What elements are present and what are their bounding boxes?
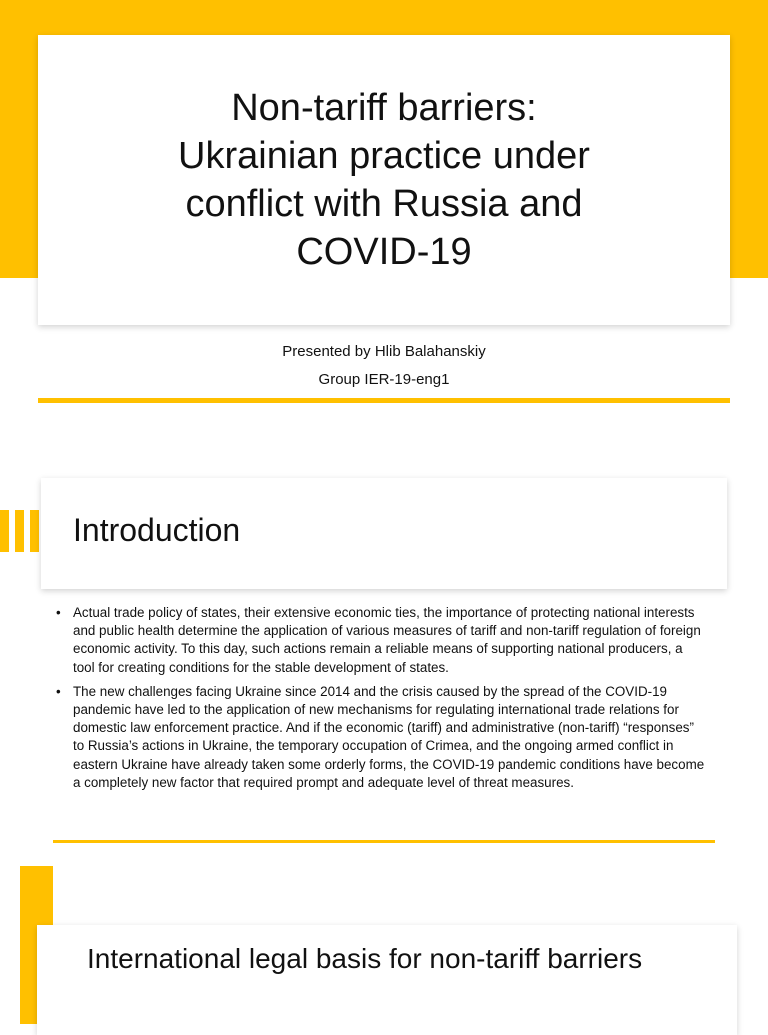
introduction-heading-card: [41, 478, 727, 589]
list-item: [56, 683, 706, 792]
group-line: Group IER-19-eng1: [318, 371, 450, 388]
title-card: [38, 35, 730, 325]
introduction-accent-bars: [0, 510, 42, 552]
section-heading: Introduction: [73, 512, 241, 548]
presenter-line: Presented by Hlib Balahanskiy: [282, 343, 486, 360]
legal-basis-heading-card: [37, 925, 737, 1035]
accent-bar: [30, 510, 39, 552]
slide-title: Non-tariff barriers: Ukrainian practice under conflict with Russia and COVID-19: [178, 87, 590, 273]
introduction-divider: [53, 840, 715, 843]
bullet-icon: •: [56, 683, 61, 699]
bullet-icon: •: [56, 605, 61, 620]
bullet-text: The new challenges facing Ukraine since 2014 and the crisis caused by the spread of the COVID-19 pandemic have led to the application of new mechanisms for regulating international trade relations for domestic law enforcement practice. And if the economic (tariff) and administrative (non-tariff) “responses” to Russia’s actions in Ukraine, the temporary occupation of Crimea, and the ongoing armed conflict in eastern Ukraine have already taken some orderly forms, the COVID-19 pandemic conditions have become a completely new factor that required prompt and adequate level of threat measures.: [73, 683, 705, 790]
title-slide-divider: [38, 398, 730, 403]
accent-bar: [0, 510, 9, 552]
introduction-bullet-list: [56, 604, 706, 798]
bullet-text: Actual trade policy of states, their extensive economic ties, the importance of protecting national interests and public health determine the application of various measures of tariff and non-tariff regulation of foreign economic activity. To this day, such actions remain a reliable means of supporting national producers, a tool for creating conditions for the stable development of states.: [73, 605, 701, 675]
accent-bar: [15, 510, 24, 552]
list-item: [56, 604, 706, 677]
section-heading: International legal basis for non-tariff barriers: [87, 943, 643, 974]
